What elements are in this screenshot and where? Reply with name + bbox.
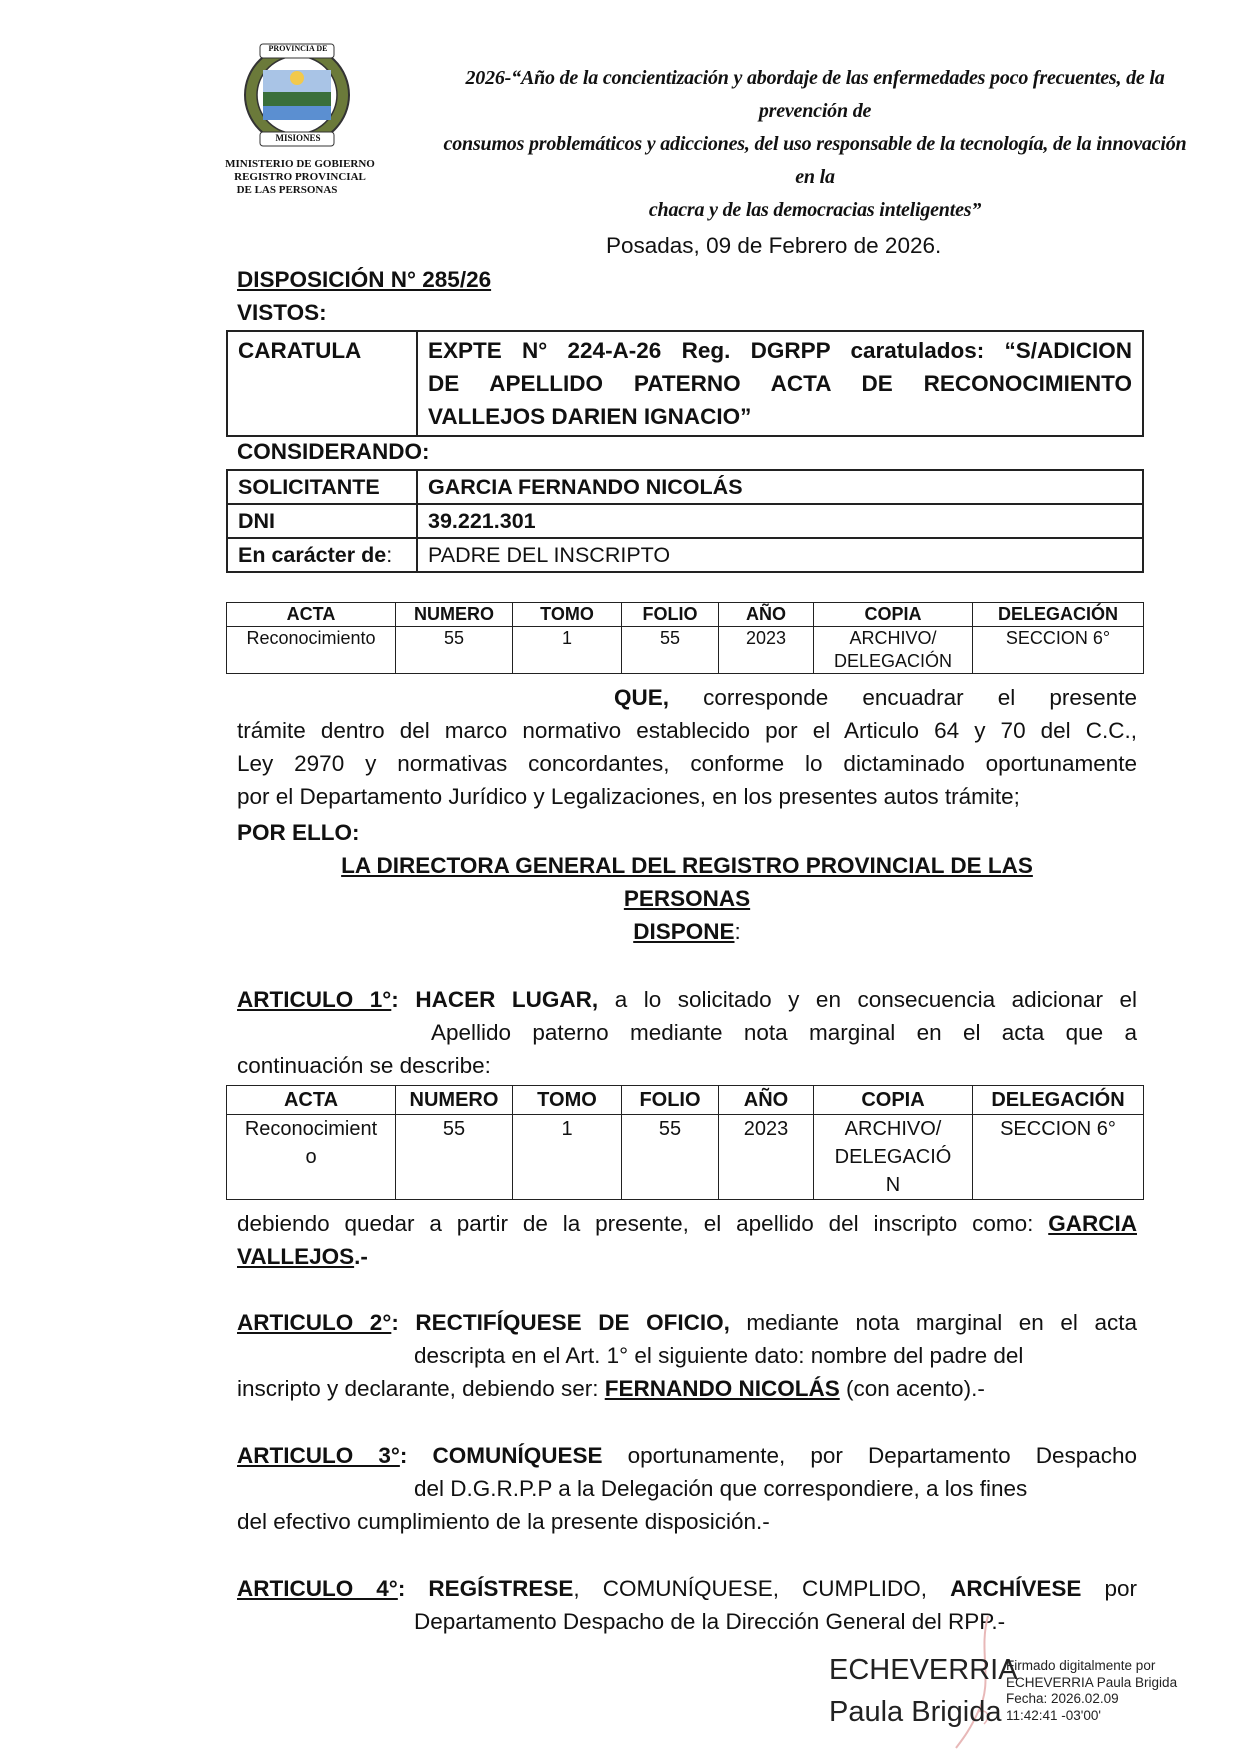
copia-line: N (885, 1174, 901, 1196)
ministry-line: REGISTRO PROVINCIAL (234, 171, 366, 183)
caracter-label-cell (227, 538, 417, 572)
art4-k1-wrap (428, 1576, 927, 1601)
dni-value: 39.221.301 (417, 504, 1143, 538)
numero-header: NUMERO (396, 1086, 513, 1115)
motto-line: consumos problemáticos y adicciones, del uso responsable de la tecnología, de la innovación en la (443, 133, 1187, 188)
signature-metadata (1006, 1658, 1236, 1724)
art3-colon: : (399, 1443, 408, 1468)
folio-cell: 55 (622, 1115, 719, 1200)
tomo-cell: 1 (513, 1115, 622, 1200)
art1-result (237, 1207, 1137, 1273)
folio-header: FOLIO (622, 603, 719, 627)
caracter-colon: : (386, 543, 393, 567)
year-motto (435, 62, 1195, 227)
que-first-rest: corresponde encuadrar el presente (703, 685, 1137, 710)
solicitante-label: SOLICITANTE (227, 470, 417, 504)
ministry-line: DE LAS PERSONAS (236, 184, 338, 196)
art3-label-wrap (237, 1443, 407, 1468)
que-first-line (237, 681, 1137, 714)
considerando-label: CONSIDERANDO: (237, 439, 430, 464)
art4-rest: por (1104, 1576, 1137, 1601)
acta-header: ACTA (227, 1086, 396, 1115)
acta-line: Reconocimient (244, 1118, 378, 1140)
art1-line: continuación se describe: (237, 1053, 491, 1078)
art1-keyword: HACER LUGAR, (415, 987, 599, 1012)
tomo-header: TOMO (513, 603, 622, 627)
caratula-table (226, 330, 1144, 437)
result-name1: GARCIA (1048, 1211, 1137, 1236)
ano-cell: 2023 (719, 1115, 814, 1200)
copia-line: ARCHIVO/ (844, 1118, 942, 1140)
art2-label: ARTICULO 2° (237, 1310, 392, 1335)
que-line: por el Departamento Jurídico y Legalizaciones, en los presentes autos trámite; (237, 784, 1020, 809)
authority-line (237, 849, 1137, 882)
dispone-text: DISPONE (633, 919, 735, 944)
que-line: trámite dentro del marco normativo establecido por el Articulo 64 y 70 del C.C., (237, 718, 1137, 743)
art2-line (237, 1306, 1137, 1339)
authority-text: PERSONAS (623, 886, 751, 911)
dispone-line (237, 915, 1137, 948)
motto-line: 2026-“Año de la concientización y abordaje de las enfermedades poco frecuentes, de la prevención de (465, 67, 1165, 122)
folio-header: FOLIO (622, 1086, 719, 1115)
art2-keyword: RECTIFÍQUESE DE OFICIO, (415, 1310, 730, 1335)
art1-result-line (237, 1207, 1137, 1240)
copia-line: ARCHIVO/ (849, 628, 937, 648)
authority-text: LA DIRECTORA GENERAL DEL REGISTRO PROVINCIAL DE LAS (341, 853, 1033, 878)
dispone-colon: : (734, 919, 741, 944)
result-name2: VALLEJOS (237, 1244, 355, 1269)
date-line: Posadas, 09 de Febrero de 2026. (606, 233, 942, 258)
solicitante-value: GARCIA FERNANDO NICOLÁS (417, 470, 1143, 504)
acta-cell (227, 1115, 396, 1200)
province-seal-logo (238, 40, 356, 148)
art2-colon: : (391, 1310, 399, 1335)
numero-header: NUMERO (396, 603, 513, 627)
signature-name-2: Paula Brigida (829, 1696, 1002, 1728)
copia-header: COPIA (814, 1086, 973, 1115)
art1-line: Apellido paterno mediante nota marginal en el acta que a (431, 1020, 1137, 1045)
acta-cell: Reconocimiento (227, 627, 396, 674)
sig-meta-line: Firmado digitalmente por (1006, 1658, 1156, 1673)
sig-meta-line: ECHEVERRIA Paula Brigida (1006, 1674, 1178, 1690)
art3-rest: oportunamente, por Departamento Despacho (627, 1443, 1138, 1468)
art4-line (237, 1572, 1137, 1605)
tomo-cell: 1 (513, 627, 622, 674)
art4-label-wrap (237, 1576, 405, 1601)
seal-top-text: PROVINCIA DE (268, 44, 328, 53)
copia-header: COPIA (814, 603, 973, 627)
que-keyword: QUE, (614, 685, 670, 710)
ano-header: AÑO (719, 603, 814, 627)
caratula-line: VALLEJOS DARIEN IGNACIO” (428, 404, 752, 429)
sig-meta-line: Fecha: 2026.02.09 (1006, 1691, 1119, 1706)
art2-label-wrap (237, 1310, 399, 1335)
vistos-label: VISTOS: (237, 300, 327, 325)
delegacion-header: DELEGACIÓN (973, 1086, 1144, 1115)
art2-line3b: (con acento).- (846, 1376, 985, 1401)
numero-cell: 55 (396, 627, 513, 674)
caratula-line: DE APELLIDO PATERNO ACTA DE RECONOCIMIENTO (428, 371, 1132, 396)
art4-k1: REGÍSTRESE (428, 1576, 574, 1601)
art2-rest: mediante nota marginal en el acta (746, 1310, 1137, 1335)
acta-header: ACTA (227, 603, 396, 627)
result-text: debiendo quedar a partir de la presente, el apellido del inscripto como: (237, 1211, 1034, 1236)
seal-bottom-text: MISIONES (275, 133, 321, 143)
copia-line: DELEGACIÓ (834, 1146, 952, 1168)
delegacion-header: DELEGACIÓN (973, 603, 1144, 627)
copia-cell (814, 1115, 973, 1200)
art1-line (237, 983, 1137, 1016)
por-ello-label: POR ELLO: (237, 820, 360, 845)
motto-line: chacra y de las democracias inteligentes” (648, 199, 982, 221)
art4-label: ARTICULO 4° (237, 1576, 398, 1601)
copia-cell (814, 627, 973, 674)
copia-line: DELEGACIÓN (833, 651, 953, 671)
art1-label: ARTICULO 1° (237, 987, 392, 1012)
tomo-header: TOMO (513, 1086, 622, 1115)
art3-label: ARTICULO 3° (237, 1443, 400, 1468)
caratula-value (417, 331, 1143, 436)
art3-line: del D.G.R.P.P a la Delegación que correspondiere, a los fines (414, 1476, 1028, 1501)
article-1 (237, 983, 1137, 1082)
applicant-table (226, 469, 1144, 573)
art3-keyword: COMUNÍQUESE (432, 1443, 603, 1468)
numero-cell: 55 (396, 1115, 513, 1200)
acta-table-1 (226, 602, 1144, 674)
signature-name-1: ECHEVERRIA (829, 1654, 1018, 1686)
acta-line: o (305, 1146, 317, 1168)
caracter-value: PADRE DEL INSCRIPTO (417, 538, 1143, 572)
art2-line: descripta en el Art. 1° el siguiente dato: nombre del padre del (414, 1343, 1024, 1368)
acta-table-2 (226, 1085, 1144, 1200)
art4-line: Departamento Despacho de la Dirección General del RPP.- (414, 1609, 1006, 1634)
delegacion-cell: SECCION 6° (973, 1115, 1144, 1200)
art2-line3a: inscripto y declarante, debiendo ser: (237, 1376, 599, 1401)
art2-name: FERNANDO NICOLÁS (604, 1376, 840, 1401)
article-2 (237, 1306, 1137, 1405)
caratula-line: EXPTE N° 224-A-26 Reg. DGRPP caratulados: “S/ADICION (428, 338, 1132, 363)
caracter-label: En carácter de (238, 543, 387, 567)
caratula-label: CARATULA (227, 331, 417, 436)
ano-header: AÑO (719, 1086, 814, 1115)
folio-cell: 55 (622, 627, 719, 674)
art3-line: del efectivo cumplimiento de la presente disposición.- (237, 1509, 770, 1534)
art1-rest: a lo solicitado y en consecuencia adicionar el (614, 987, 1137, 1012)
que-line: Ley 2970 y normativas concordantes, conforme lo dictaminado oportunamente (237, 751, 1137, 776)
art4-colon: : (397, 1576, 406, 1601)
art1-colon: : (391, 987, 399, 1012)
ano-cell: 2023 (719, 627, 814, 674)
art2-line (237, 1372, 1137, 1405)
sig-meta-line: 11:42:41 -03'00' (1006, 1707, 1101, 1723)
dni-label: DNI (227, 504, 417, 538)
art1-label-wrap (237, 987, 399, 1012)
authority-line (237, 882, 1137, 915)
que-paragraph (237, 681, 1137, 813)
article-3 (237, 1439, 1137, 1538)
art4-k2: ARCHÍVESE (950, 1576, 1082, 1601)
art1-result-line (237, 1240, 1137, 1273)
authority-heading (237, 849, 1137, 948)
disposition-title: DISPOSICIÓN N° 285/26 (237, 267, 492, 292)
art4-mid: , COMUNÍQUESE, CUMPLIDO, (573, 1576, 928, 1601)
art3-line (237, 1439, 1137, 1472)
ministry-line: MINISTERIO DE GOBIERNO (225, 158, 375, 170)
result-dot: .- (354, 1244, 368, 1269)
ministry-header (200, 158, 400, 197)
delegacion-cell: SECCION 6° (973, 627, 1144, 674)
